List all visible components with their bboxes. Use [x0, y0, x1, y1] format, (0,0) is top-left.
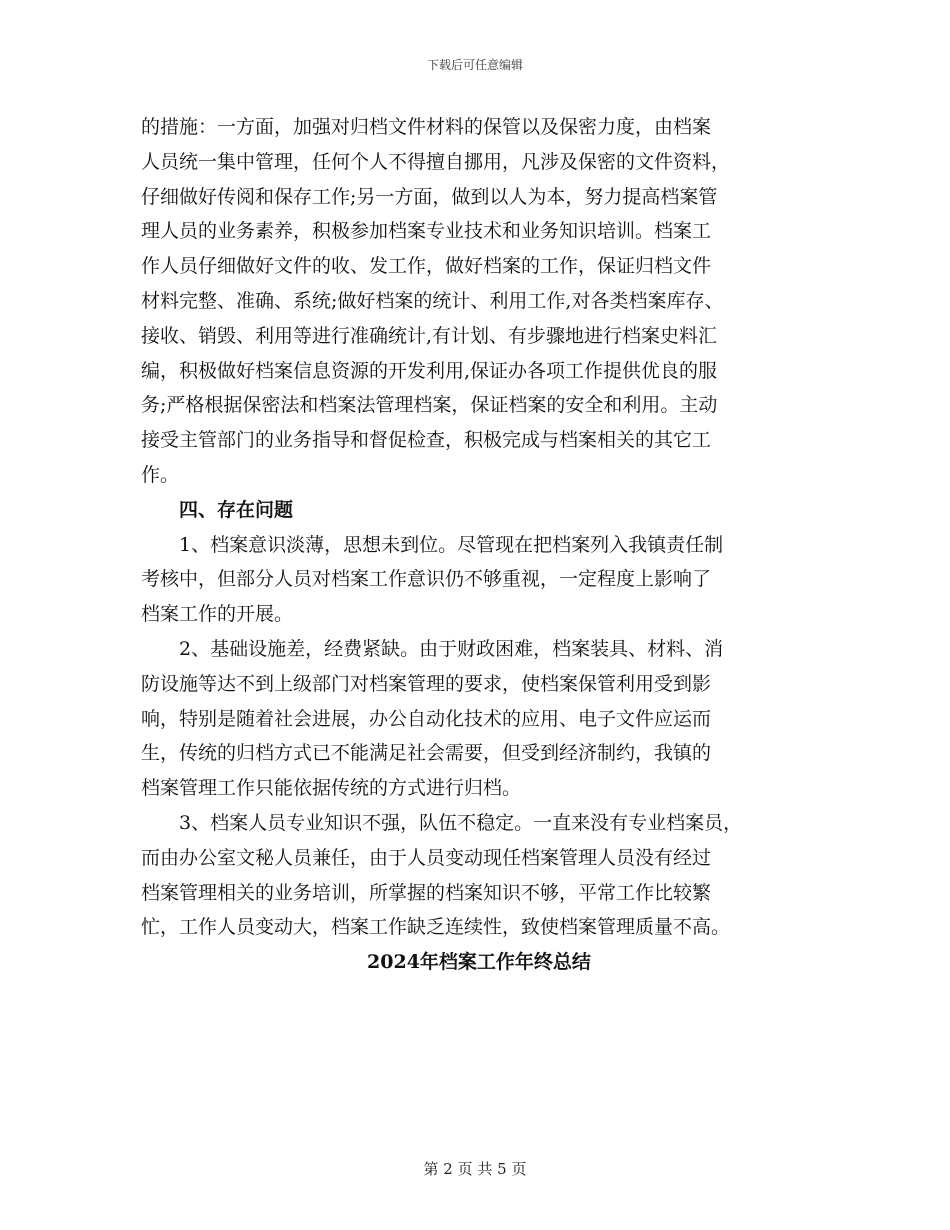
text-line: 务;严格根据保密法和档案法管理档案，保证档案的安全和利用。主动	[141, 394, 718, 417]
text-line: 档案工作的开展。	[141, 603, 294, 626]
page-header-note: 下载后可任意编辑	[426, 58, 523, 72]
text-line: 响，特别是随着社会进展，办公自动化技术的应用、电子文件应运而	[141, 707, 712, 730]
text-line: 档案管理工作只能依据传统的方式进行归档。	[141, 777, 522, 800]
text-line: 2、基础设施差，经费紧缺。由于财政困难，档案装具、材料、消	[179, 637, 724, 660]
text-line: 作人员仔细做好文件的收、发工作，做好档案的工作，保证归档文件	[141, 255, 712, 278]
text-line: 考核中，但部分人员对档案工作意识仍不够重视，一定程度上影响了	[141, 568, 712, 591]
section-heading: 四、存在问题	[179, 498, 294, 521]
text-line: 人员统一集中管理，任何个人不得擅自挪用，凡涉及保密的文件资料，	[141, 150, 731, 173]
text-line: 忙，工作人员变动大，档案工作缺乏连续性，致使档案管理质量不高。	[141, 916, 731, 939]
text-line: 仔细做好传阅和保存工作;另一方面，做到以人为本，努力提高档案管	[141, 185, 718, 208]
text-line: 编，积极做好档案信息资源的开发利用,保证办各项工作提供优良的服	[141, 359, 718, 382]
next-document-title: 2024年档案工作年终总结	[367, 951, 591, 974]
text-line: 接收、销毁、利用等进行准确统计,有计划、有步骤地进行档案史料汇	[141, 324, 718, 347]
text-line: 作。	[141, 463, 180, 486]
text-line: 接受主管部门的业务指导和督促检查，积极完成与档案相关的其它工	[141, 429, 712, 452]
text-line: 理人员的业务素养，积极参加档案专业技术和业务知识培训。档案工	[141, 220, 712, 243]
text-line: 1、档案意识淡薄，思想未到位。尽管现在把档案列入我镇责任制	[179, 533, 724, 556]
text-line: 材料完整、准确、系统;做好档案的统计、利用工作,对各类档案库存、	[141, 289, 724, 312]
text-line: 而由办公室文秘人员兼任，由于人员变动现任档案管理人员没有经过	[141, 846, 712, 869]
text-line: 的措施：一方面，加强对归档文件材料的保管以及保密力度，由档案	[141, 116, 712, 138]
text-line: 防设施等达不到上级部门对档案管理的要求，使档案保管利用受到影	[141, 672, 712, 695]
document-body	[141, 110, 817, 980]
text-line: 档案管理相关的业务培训，所掌握的档案知识不够，平常工作比较繁	[141, 881, 712, 904]
text-line: 生，传统的归档方式已不能满足社会需要，但受到经济制约，我镇的	[141, 742, 712, 765]
page-number: 第 2 页 共 5 页	[423, 1160, 527, 1178]
text-line: 3、档案人员专业知识不强，队伍不稳定。一直来没有专业档案员，	[179, 811, 743, 834]
